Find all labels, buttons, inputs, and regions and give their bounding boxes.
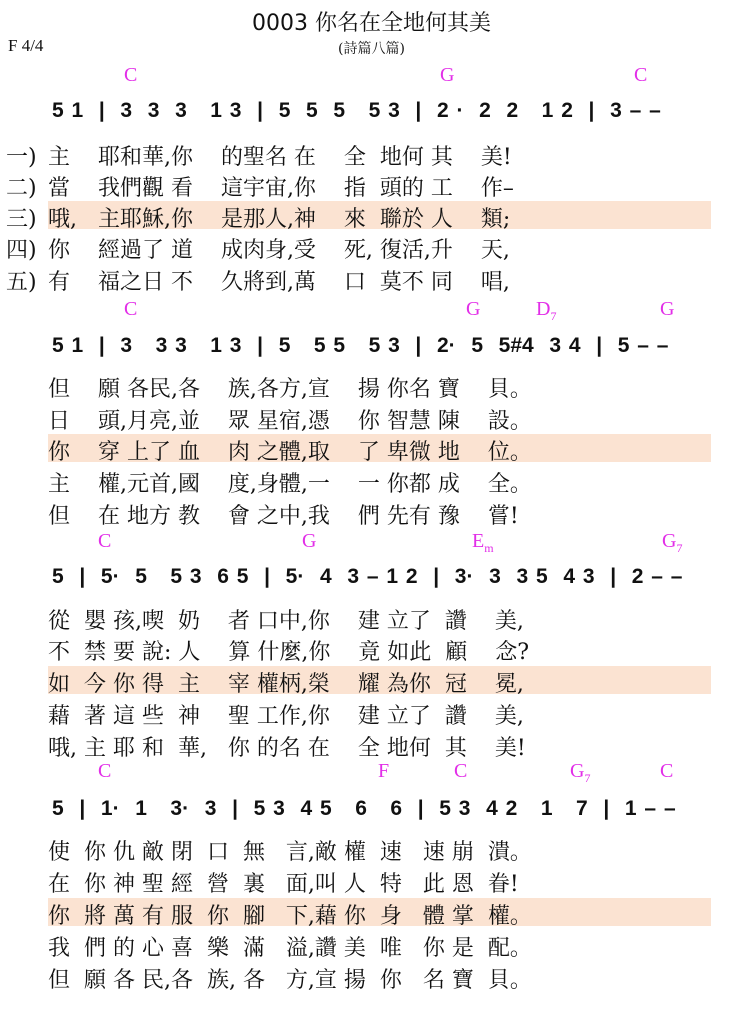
lyric-line: 你 經過了 道 成肉身,受 死, 復活,升 天, — [48, 238, 510, 263]
lyric-line: 但 願 各民,各 族,各方,宣 揚 你名 寶 貝。 — [48, 377, 532, 402]
lyric-line: 你 將 萬 有 服 你 腳 下,藉 你 身 體 掌 權。 — [48, 904, 532, 929]
chord: $E_m$ — [472, 530, 494, 555]
notation-line: 5 | 1· 1 3· 3 | 5 3 4 5 6 6 | 5 3 4 2 1 7 | 1 – – — [52, 797, 676, 820]
lyric-line: 你 穿 上了 血 肉 之體,取 了 卑微 地 位。 — [48, 440, 532, 465]
key-signature: F 4/4 — [8, 36, 44, 55]
chord: G — [660, 298, 675, 320]
chord: C — [454, 760, 468, 782]
notation-line: 5 1 | 3 3 3 1 3 | 5 5 5 5 3 | 2· 5 5#4 3 4 | 5 – – — [52, 334, 669, 357]
verse-number: 三) — [6, 207, 37, 232]
verse-number: 二) — [6, 176, 37, 201]
verse-number: 五) — [6, 270, 37, 295]
chord: F — [378, 760, 390, 782]
chord: C — [98, 760, 112, 782]
chord: C — [660, 760, 674, 782]
chord: G — [466, 298, 481, 320]
notation-line: 5 | 5· 5 5 3 6 5 | 5· 4 3 – 1 2 | 3· 3 3 5 4 3 | 2 – – — [52, 565, 683, 588]
chord: $G_7$ — [662, 530, 683, 555]
lyric-line: 但 在 地方 教 會 之中,我 們 先有 豫 嘗! — [48, 504, 519, 529]
lyric-line: 藉 著 這 些 神 聖 工作,你 建 立了 讚 美, — [48, 704, 524, 729]
verse-number: 四) — [6, 238, 37, 263]
lyric-line: 主 耶和華,你 的聖名 在 全 地何 其 美! — [48, 145, 512, 170]
verse-number: 一) — [6, 145, 37, 170]
lyric-line: 但 願 各 民,各 族, 各 方,宣 揚 你 名 寶 貝。 — [48, 968, 532, 993]
lyric-line: 如 今 你 得 主 宰 權柄,榮 耀 為你 冠 冕, — [48, 672, 524, 697]
lyric-line: 使 你 仇 敵 閉 口 無 言,敵 權 速 速 崩 潰。 — [48, 840, 532, 865]
chord: C — [124, 298, 138, 320]
lyric-line: 哦, 主耶穌,你 是那人,神 來 聯於 人 類; — [48, 207, 511, 232]
lyric-line: 當 我們觀 看 這宇宙,你 指 頭的 工 作– — [48, 176, 514, 201]
hymn-title: 0003 你名在全地何其美 — [252, 11, 491, 36]
lyric-line: 日 頭,月亮,並 眾 星宿,憑 你 智慧 陳 設。 — [48, 409, 532, 434]
lyric-line: 主 權,元首,國 度,身體,一 一 你都 成 全。 — [48, 472, 532, 497]
lyric-line: 在 你 神 聖 經 營 裏 面,叫 人 特 此 恩 眷! — [48, 872, 519, 897]
chord: $D_7$ — [536, 298, 557, 323]
hymn-subtitle: (詩篇八篇) — [338, 41, 405, 57]
chord: C — [634, 64, 648, 86]
lyric-line: 我 們 的 心 喜 樂 滿 溢,讚 美 唯 你 是 配。 — [48, 936, 532, 961]
notation-line: 5 1 | 3 3 3 1 3 | 5 5 5 5 3 | 2 · 2 2 1 2 | 3 – – — [52, 99, 661, 122]
lyric-line: 有 福之日 不 久將到,萬 口 莫不 同 唱, — [48, 270, 510, 295]
chord: C — [98, 530, 112, 552]
chord: $G_7$ — [570, 760, 591, 785]
chord: C — [124, 64, 138, 86]
chord: G — [302, 530, 317, 552]
lyric-line: 不 禁 要 說: 人 算 什麼,你 竟 如此 顧 念? — [48, 640, 530, 665]
lyric-line: 哦, 主 耶 和 華, 你 的名 在 全 地何 其 美! — [48, 736, 526, 761]
lyric-line: 從 嬰 孩,喫 奶 者 口中,你 建 立了 讚 美, — [48, 609, 524, 634]
chord: G — [440, 64, 455, 86]
